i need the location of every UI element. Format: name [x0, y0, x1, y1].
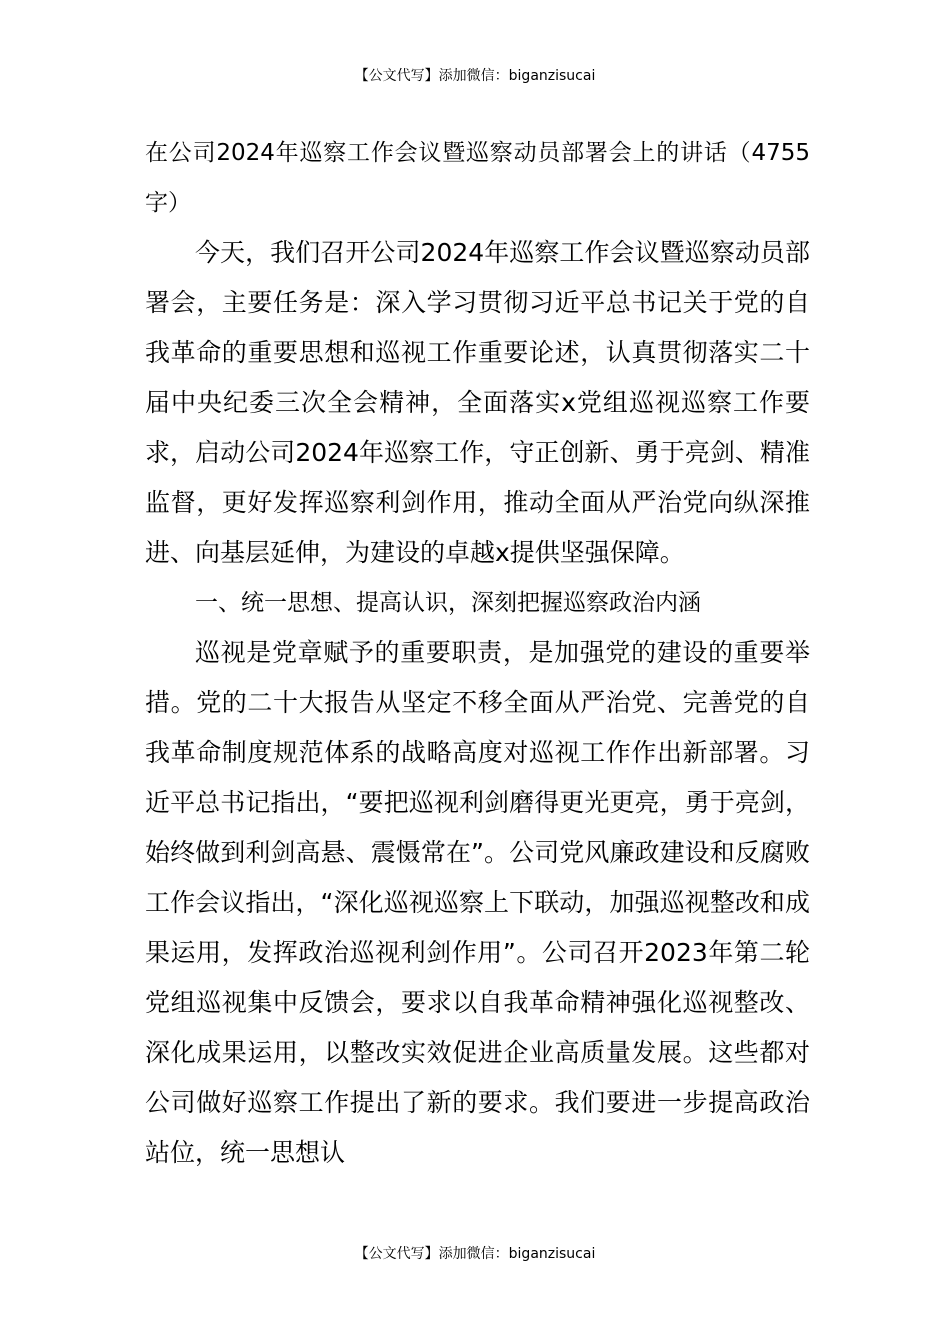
paragraph-section-1: 巡视是党章赋予的重要职责，是加强党的建设的重要举措。党的二十大报告从坚定不移全面从严治党、完善党的自我革命制度规范体系的战略高度对巡视工作作出新部署。习近平总书记指出，“要把巡视利剑磨得更光更亮，勇于亮剑，始终做到利剑高悬、震慑常在”。公司党风廉政建设和反腐败工作会议指出，“深化巡视巡察上下联动，加强巡视整改和成果运用，发挥政治巡视利剑作用”。公司召开2023年第二轮党组巡视集中反馈会，要求以自我革命精神强化巡视整改、深化成果运用，以整改实效促进企业高质量发展。这些都对公司做好巡察工作提出了新的要求。我们要进一步提高政治站位，统一思想认	[145, 638, 810, 1167]
page-footer: 【公文代写】添加微信：biganzisucai	[354, 1246, 596, 1262]
document-body	[145, 128, 810, 1178]
section-heading: 一、统一思想、提高认识，深刻把握巡察政治内涵	[195, 590, 701, 616]
document-title: 在公司2024年巡察工作会议暨巡察动员部署会上的讲话（4755字）	[145, 140, 810, 216]
page-header: 【公文代写】添加微信：biganzisucai	[354, 68, 596, 84]
paragraph-intro: 今天，我们召开公司2024年巡察工作会议暨巡察动员部署会，主要任务是：深入学习贯彻习近平总书记关于党的自我革命的重要思想和巡视工作重要论述，认真贯彻落实二十届中央纪委三次全会精神，全面落实x党组巡视巡察工作要求，启动公司2024年巡察工作，守正创新、勇于亮剑、精准监督，更好发挥巡察利剑作用，推动全面从严治党向纵深推进、向基层延伸，为建设的卓越x提供坚强保障。	[145, 238, 810, 567]
